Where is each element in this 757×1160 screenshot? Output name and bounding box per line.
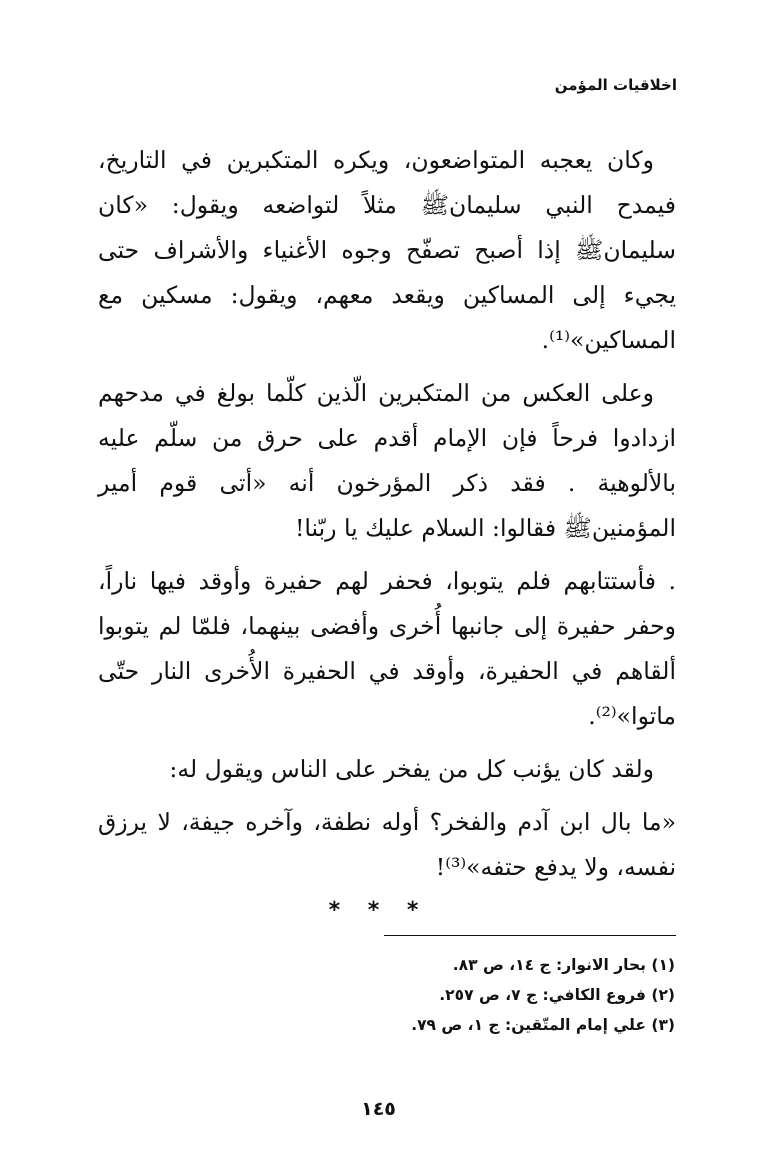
footnote-2: (٢) فروع الكافي: ج ٧، ص ٢٥٧. — [439, 986, 675, 1004]
paragraph-1: وكان يعجبه المتواضعون، ويكره المتكبرين في التاريخ، فيمدح النبي سليمانﷺ مثلاً لتواضعه ويقول: «كان سليمانﷺ إذا أصبح تصفّح وجوه الأغنياء والأشراف حتى يجيء إلى المساكين ويقعد معهم، ويقول: مسكين مع المساكين»⁽¹⁾. — [98, 146, 676, 354]
footnote-3: (٣) علي إمام المتّقين: ج ١، ص ٧٩. — [411, 1016, 675, 1034]
footnotes — [411, 950, 675, 1040]
paragraph-2: وعلى العكس من المتكبرين الّذين كلّما بولغ في مدحهم ازدادوا فرحاً فإن الإمام أقدم على حرق من سلّم عليه بالألوهية . فقد ذكر المؤرخون أنه «أتى قوم أمير المؤمنينﷺ فقالوا: السلام عليك يا ربّنا! — [98, 379, 676, 542]
footnote-rule — [384, 935, 676, 936]
running-header: اخلاقيات المؤمن — [554, 76, 677, 94]
paragraph-5: «ما بال ابن آدم والفخر؟ أوله نطفة، وآخره جيفة، لا يرزق نفسه، ولا يدفع حتفه»⁽³⁾! — [98, 808, 676, 881]
section-separator: * * * — [328, 898, 429, 923]
page-number: ١٤٥ — [361, 1098, 396, 1120]
paragraph-4: ولقد كان يؤنب كل من يفخر على الناس ويقول له: — [169, 755, 654, 783]
main-text — [98, 138, 676, 898]
footnote-1: (١) بحار الانوار: ج ١٤، ص ٨٣. — [452, 956, 675, 974]
paragraph-3: . فأستتابهم فلم يتوبوا، فحفر لهم حفيرة وأوقد فيها ناراً، وحفر حفيرة إلى جانبها أُخرى وأفضى بينهما، فلمّا لم يتوبوا ألقاهم في الحفيرة، وأوقد في الحفيرة الأُخرى النار حتّى ماتوا»⁽²⁾. — [98, 567, 676, 730]
